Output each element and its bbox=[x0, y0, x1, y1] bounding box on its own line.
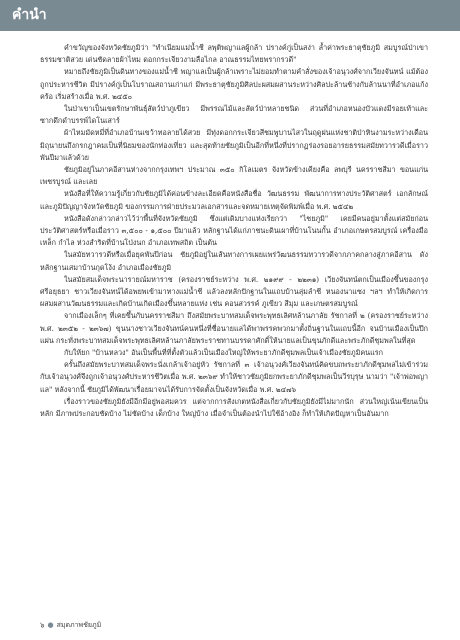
page-number: ๖ bbox=[40, 621, 45, 629]
book-title: สมุดภาพชัยภูมิ bbox=[56, 621, 102, 629]
paragraph: หมายถึงชัยภูมิเป็นดินทางของแม่น้ำชี พญาแลเป็นผู้กล้าเพราะไม่ยอมทำตามคำสั่งของเจ้าอนุวงศ์จากเวียงจันทน์ แม้ต้องถูกประหารชีวิต มีปรางค์กู่เป็นโบราณสถานเก่าแก่ มีพระธาตุชัยภูมิศิลปะผสมผสานระหว่างศิลปะล้านช้างกับล้านนาที่อำเภอแก้งคร้อ เริ่มสร้างเมื่อ พ.ศ. ๒๔๕๐ bbox=[40, 67, 428, 101]
page-title: คำนำ bbox=[12, 7, 47, 23]
bullet-icon: ● bbox=[47, 621, 54, 629]
page-footer bbox=[40, 620, 101, 630]
paragraph: ครั้นถึงสมัยพระบาทสมเด็จพระนั่งเกล้าเจ้าอยู่หัว รัชกาลที่ ๓ เจ้าอนุวงศ์เวียงจันทน์คิดขบถพระยาภักดีชุมพลไม่เข้าร่วมกับเจ้าอนุวงศ์จึงถูกเจ้าอนุวงศ์ประหารชีวิตเมื่อ พ.ศ. ๒๓๖๙ ทำให้ชาวชัยภูมิยกพระยาภักดีชุมพลเป็นวีรบุรุษ นามว่า "เจ้าพ่อพญาแล" หลังจากนี้ ชัยภูมิได้พัฒนาเรื่อยมาจนได้รับการจัดตั้งเป็นจังหวัดเมื่อ พ.ศ. ๒๔๗๖ bbox=[40, 360, 428, 394]
paragraph: ในสมัยทวารวดีหรือเมื่อยุคพันปีก่อน ชัยภูมิอยู่ในเส้นทางการเผยแพร่วัฒนธรรมทวารวดีจากภาคกลางสู่ภาคอีสาน ดังหลักฐานเสมาบ้านกุดโง้ง อำเภอเมืองชัยภูมิ bbox=[40, 250, 428, 272]
header-bar bbox=[0, 0, 460, 31]
paragraph: กับให้ยก "บ้านหลวง" อันเป็นพื้นที่ที่ตั้งตัวแล้วเป็นเมืองใหญ่ให้พระยาภักดีชุมพลเป็นเจ้าเมืองชัยภูมิคนแรก bbox=[64, 348, 383, 358]
paragraph: ในสมัยสมเด็จพระนารายณ์มหาราช (ครองราชย์ระหว่าง พ.ศ. ๒๑๙๙ - ๒๒๓๑) เวียงจันทน์ตกเป็นเมืองขึ้นของกรุงศรีอยุธยา ชาวเวียงจันทน์ได้อพยพเข้ามาทางแม่น้ำชี แล้วลงหลักปักฐานในแถบบ้านลุ่มลำชี หนองนาแซง ฯลฯ ทำให้เกิดการผสมผสานวัฒนธรรมและเกิดบ้านเกิดเมืองขึ้นหลายแห่ง เช่น คอนสวรรค์ ภูเขียว สีมุม และเกษตรสมบูรณ์ bbox=[40, 274, 428, 309]
paragraph: หนังสือที่ให้ความรู้เกี่ยวกับชัยภูมิได้ค่อนข้างละเอียดคือหนังสือชื่อ วัฒนธรรม พัฒนาการทางประวัติศาสตร์ เอกลักษณ์และภูมิปัญญาจังหวัดชัยภูมิ ของกรรมการฝ่ายประมวลเอกสารและจดหมายเหตุจัดพิมพ์เมื่อ พ.ศ. ๒๕๔๒ bbox=[40, 189, 428, 211]
paragraph: ผ้าไหมมัดหมี่ที่อำเภอบ้านเขว้าทอลายได้สวย มีทุ่งดอกกระเจียวสีชมพูบานไสวในฤดูฝนแห่งชาติป่าหินงามระหว่างเดือนมิถุนายนถึงกรกฎาคมเป็นที่นิยมของนักท่องเที่ยว และสุดท้ายชัยภูมิเป็นอีกที่หนึ่งที่ปรากฏร่องรอยอารยธรรมสมัยทวารวดีเมื่อราวพันปีมาแล้วด้วย bbox=[40, 128, 428, 162]
paragraph: หนังสือดังกล่าวกล่าวไว้ว่าพื้นที่จังหวัดชัยภูมิ ซึ่งแต่เดิมบางแห่งเรียกว่า "ไชยภูมิ" เคยมีคนอยู่มาตั้งแต่สมัยก่อนประวัติศาสตร์หรือเมื่อราว ๓,๕๐๐ - ๑,๕๐๐ ปีมาแล้ว หลักฐานได้แก่ภาชนะดินเผาที่บ้านโนนกั้น อำเภอเกษตรสมบูรณ์ เครื่องมือเหล็ก กำไล ห่วงสำริดที่บ้านโป่งนก อำเภอเทพสถิต เป็นต้น bbox=[40, 213, 428, 248]
body-text bbox=[40, 42, 428, 607]
paragraph: จากเมืองเล็กๆ ที่เคยขึ้นกับนครราชสีมา ถึงสมัยพระบาทสมเด็จพระพุทธเลิศหล้านภาลัย รัชกาลที่ ๒ (ครองราชย์ระหว่าง พ.ศ. ๒๓๕๒ - ๒๓๖๗) ขุนนางชาวเวียงจันทน์คนหนึ่งที่ชื่อนายแลได้พาพรรคพวกมาตั้งถิ่นฐานในแถบนี้อีก จนบ้านเมืองเป็นปึกแผ่น กระทั่งพระบาทสมเด็จพระพุทธเลิศหล้านภาลัยพระราชทานบรรดาศักดิ์ให้นายแลเป็นขุนภักดีและพระภักดีชุมพลในที่สุด bbox=[40, 311, 428, 345]
paragraph-motto: คำขวัญของจังหวัดชัยภูมิว่า "ทำเนียมแม่น้ำชี ลพุติพญาแลผู้กล้า ปรางค์กู่เป็นสง่า ล้ำค่าพระธาตุชัยภูมิ สมบูรณ์ป่าเขาธรรมชาติสวย เด่นชัดลายผ้าไหม ดอกกระเจียวงามลือไกล อาณธรรมไทยพรากรวดี" bbox=[40, 43, 428, 65]
paragraph: เรื่องราวของชัยภูมิยังมีอีกมีอยู่พอสมควร แต่จากการสังเกตหนังสือเกี่ยวกับชัยภูมิยังมีไม่มากนัก ส่วนใหญ่เน้นเขียนเป็นหลัก มีภาพประกอบชัดบ้าง ไม่ชัดบ้าง เด็กบ้าง ใหญ่บ้าง เมื่อจำเป็นต้องนำไปใช้อ้างอิง ก็ทำให้เกิดปัญหาเป็นอันมาก bbox=[40, 396, 428, 419]
paragraph: ชัยภูมิอยู่ในภาคอีสานห่างจากกรุงเทพฯ ประมาณ ๓๕๐ กิโลเมตร จังหวัดข้างเคียงคือ ลพบุรี นครราชสีมา ขอนแก่น เพชรบูรณ์ และเลย bbox=[40, 165, 428, 187]
paragraph: ในป่าเขาเป็นเขตรักษาพันธุ์สัตว์ป่าภูเขียว มีพรรณไม้และสัตว์ป่าหลายชนิด ส่วนที่อำเภอหนองบัวแดงมีรอยเท้าและซากดึกดำบรรพ์ไดโนเสาร์ bbox=[40, 104, 428, 126]
